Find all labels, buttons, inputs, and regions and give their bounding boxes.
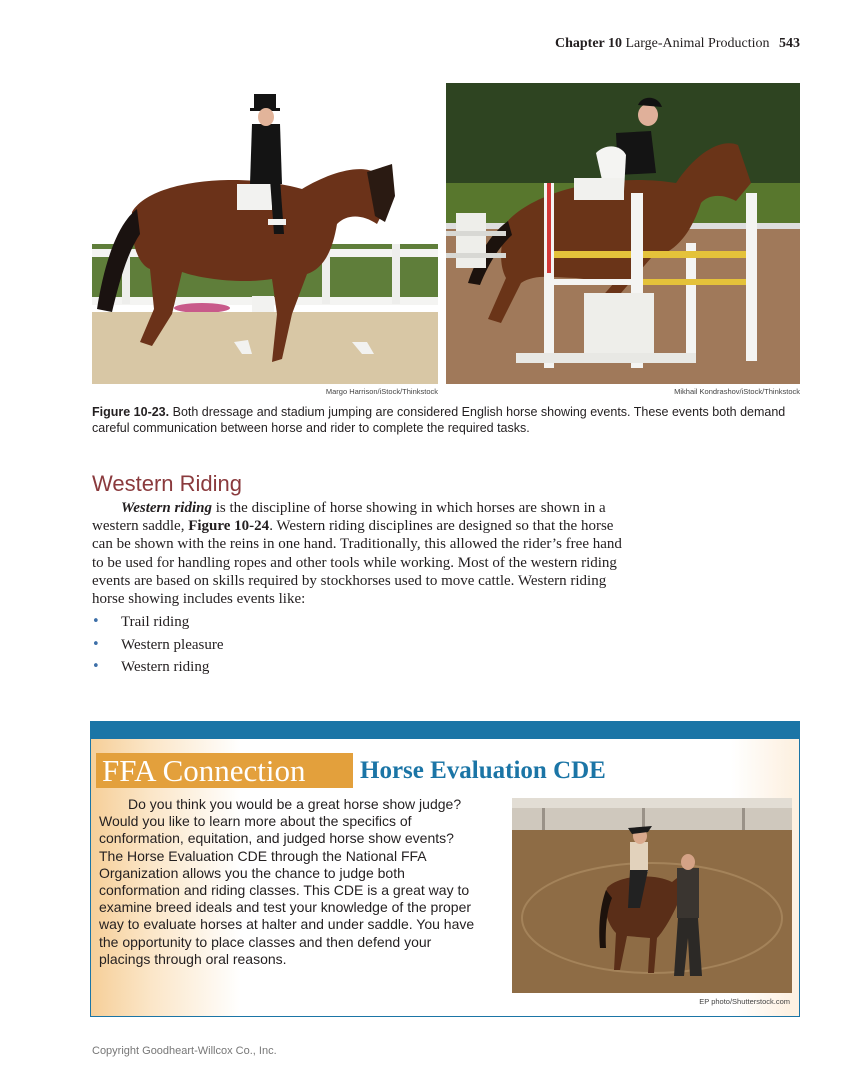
list-item-label: Western riding [121,658,210,675]
list-item [92,656,622,678]
bullet-icon: • [92,658,100,674]
photo-credit-dressage: Margo Harrison/iStock/Thinkstock [325,387,438,396]
paragraph-part-2: . Western riding disciplines are designed so that the horse can be shown with the reins in one hand. Traditionally, this allowed the rider’s free hand to be used for handling ropes and other tools while working. Most of the western riding events are based on skills required by stockhorses used to move cattle. Western riding horse showing includes events like: [92,518,622,608]
bullet-icon: • [92,636,100,652]
section-body [92,499,622,678]
photo-credit-jumping: Mikhail Kondrashov/iStock/Thinkstock [674,387,800,396]
list-item-label: Trail riding [121,614,190,631]
paragraph-part-1: is the discipline of horse showing in which horses are shown in a western saddle, [92,500,606,535]
ffa-connection-box [90,721,800,1017]
photo-credit-cde: EP photo/Shutterstock.com [699,997,790,1006]
chapter-title: Large-Animal Production [625,36,770,51]
stadium-jumping-photo [446,83,800,384]
events-list [92,611,622,678]
figure-caption [92,404,792,436]
horse-evaluation-photo [512,798,792,993]
copyright-footer: Copyright Goodheart-Willcox Co., Inc. [92,1045,277,1057]
list-item [92,634,622,656]
dressage-photo [92,84,438,384]
body-paragraph [92,499,622,608]
running-head [555,36,800,52]
ffa-box-body: Do you think you would be a great horse show judge? Would you like to learn more about the specifics of conformation, equitation, and judged horse show events? The Horse Evaluation CDE through the National FFA Organization allows you the chance to judge both conformation and riding classes. This CDE is a great way to examine breed ideals and test your knowledge of the proper way to evaluate horses at halter and under saddle. You have the opportunity to place classes and then defend your placings through oral reasons. [99,796,475,967]
ffa-box-title: Horse Evaluation CDE [360,757,606,784]
list-item [92,611,622,633]
ffa-top-bar [91,722,799,739]
key-term: Western riding [121,500,212,516]
figure-label: Figure 10-23. [92,405,170,419]
ffa-connection-tag: FFA Connection [96,753,353,788]
bullet-icon: • [92,614,100,630]
page-number: 543 [779,36,800,51]
list-item-label: Western pleasure [121,636,224,653]
figure-reference: Figure 10-24 [188,518,270,535]
section-heading: Western Riding [92,471,242,496]
chapter-label: Chapter 10 [554,36,622,51]
figure-caption-text: Both dressage and stadium jumping are considered English horse showing events. These events both demand careful communication between horse and rider to complete the required tasks. [92,405,786,435]
